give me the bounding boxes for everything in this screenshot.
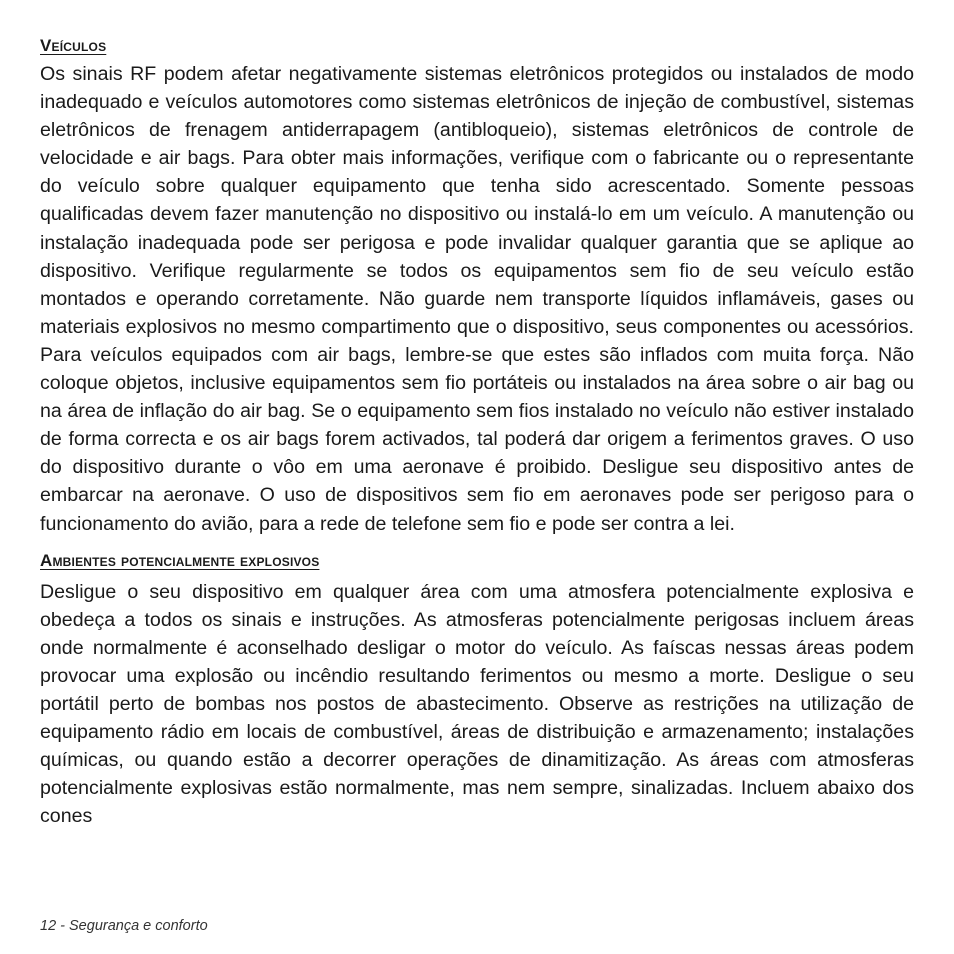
document-page <box>40 32 914 830</box>
section-paragraph: Desligue o seu dispositivo em qualquer área com uma atmosfera potencialmente explosiva e obedeça a todos os sinais e instruções. As atmosferas potencialmente perigosas incluem áreas onde normalmente é aconselhado desligar o motor do veículo. As faíscas nessas áreas podem provocar uma explosão ou incêndio resultando ferimentos ou mesmo a morte. Desligue o seu portátil perto de bombas nos postos de abastecimento. Observe as restrições na utilização de equipamento rádio em locais de combustível, áreas de distribuição e armazenamento; instalações químicas, ou quando estão a decorrer operações de dinamitização. As áreas com atmosferas potencialmente explosivas estão normalmente, mas nem sempre, sinalizadas. Incluem abaixo dos cones <box>40 580 914 828</box>
section-heading: Veículos <box>40 36 107 55</box>
section-ambientes-explosivos <box>40 548 914 831</box>
section-paragraph: Os sinais RF podem afetar negativamente sistemas eletrônicos protegidos ou instalados de modo inadequado e veículos automotores como sistemas eletrônicos de injeção de combustível, sistemas eletrônicos de frenagem antiderrapagem (antibloqueio), sistemas eletrônicos de controle de velocidade e air bags. Para obter mais informações, verifique com o fabricante ou o representante do veículo sobre qualquer equipamento que tenha sido acrescentado. Somente pessoas qualificadas devem fazer manutenção no dispositivo ou instalá-lo em um veículo. A manutenção ou instalação inadequada pode ser perigosa e pode invalidar qualquer garantia que se aplique ao dispositivo. Verifique regularmente se todos os equipamentos sem fio de seu veículo estão montados e operando corretamente. Não guarde nem transporte líquidos inflamáveis, gases ou materiais explosivos no mesmo compartimento que o dispositivo, seus componentes ou acessórios. Para veículos equipados com air bags, lembre-se que estes são inflados com muita força. Não coloque objetos, inclusive equipamentos sem fio portáteis ou instalados na área sobre o air bag ou na área de inflação do air bag. Se o equipamento sem fios instalado no veículo não estiver instalado de forma correcta e os air bags forem activados, tal poderá dar origem a ferimentos graves. O uso do dispositivo durante o vôo em uma aeronave é proibido. Desligue seu dispositivo antes de embarcar na aeronave. O uso de dispositivos sem fio em aeronaves pode ser perigoso para o funcionamento do avião, para a rede de telefone sem fio e pode ser contra a lei. <box>40 63 914 535</box>
page-footer: 12 - Segurança e conforto <box>40 918 208 934</box>
section-veiculos <box>40 32 914 538</box>
section-heading: Ambientes potencialmente explosivos <box>40 550 320 570</box>
